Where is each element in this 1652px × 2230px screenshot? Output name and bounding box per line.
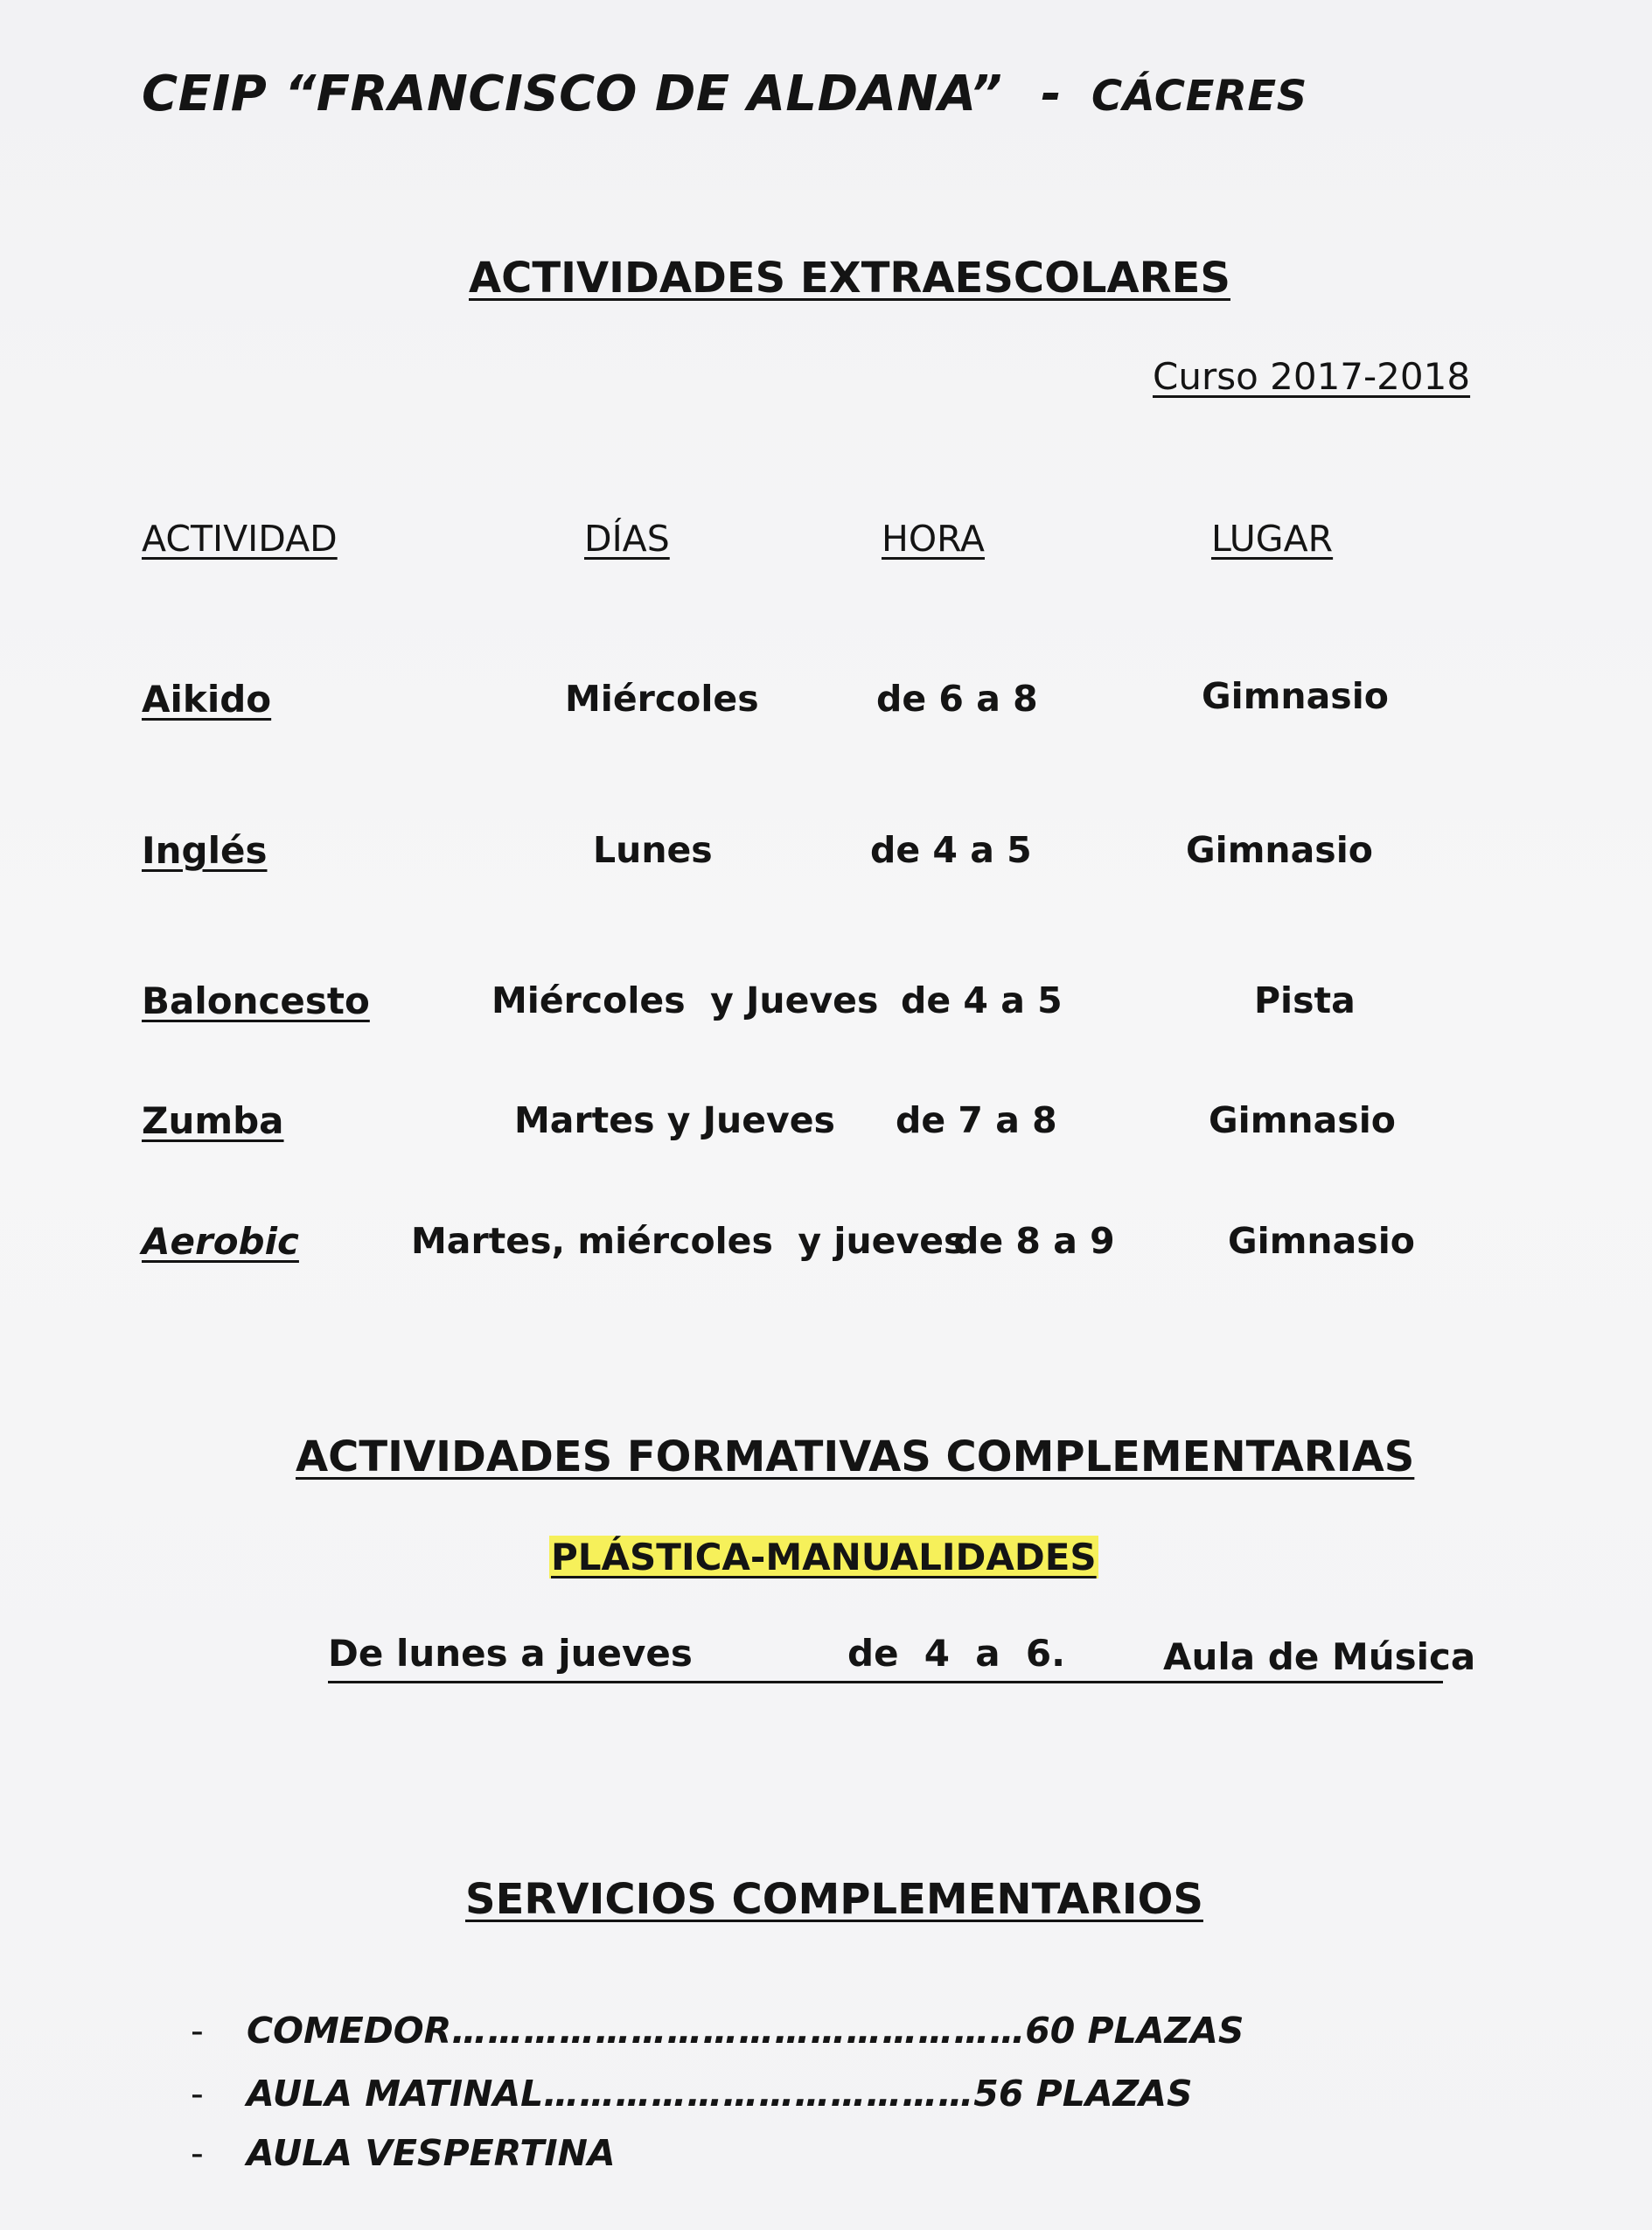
extraescolares-heading: ACTIVIDADES EXTRAESCOLARES <box>469 254 1230 303</box>
column-header-hora: HORA <box>882 518 985 560</box>
school-name: CEIP “FRANCISCO DE ALDANA” <box>142 66 1003 122</box>
column-header-lugar: LUGAR <box>1211 518 1334 560</box>
activity-name-aikido: Aikido <box>142 678 272 721</box>
school-city: CÁCERES <box>1091 72 1307 121</box>
title-separator: - <box>1041 66 1063 122</box>
service-aula-vespertina: AULA VESPERTINA <box>247 2132 616 2174</box>
activity-days-aikido: Miércoles <box>565 678 759 720</box>
column-header-actividad: ACTIVIDAD <box>142 518 338 560</box>
plastica-place: Aula de Música <box>1163 1635 1476 1678</box>
activity-time-ingles: de 4 a 5 <box>870 829 1032 871</box>
activity-name-baloncesto: Baloncesto <box>142 979 370 1022</box>
activity-place-ingles: Gimnasio <box>1186 829 1373 871</box>
activity-place-baloncesto: Pista <box>1254 979 1356 1021</box>
activity-name-aerobic: Aerobic <box>142 1220 299 1263</box>
plastica-days: De lunes a jueves <box>328 1632 693 1675</box>
service-bullet: - <box>191 2010 204 2052</box>
activity-time-aikido: de 6 a 8 <box>876 678 1038 720</box>
activity-name-ingles: Inglés <box>142 829 268 872</box>
activity-days-zumba: Martes y Jueves <box>514 1099 835 1141</box>
service-bullet: - <box>191 2132 204 2174</box>
activity-time-zumba: de 7 a 8 <box>896 1099 1057 1141</box>
plastica-subheading: PLÁSTICA-MANUALIDADES <box>551 1536 1097 1578</box>
formativas-heading: ACTIVIDADES FORMATIVAS COMPLEMENTARIAS <box>296 1432 1415 1481</box>
school-title <box>142 66 1307 122</box>
activity-time-baloncesto: de 4 a 5 <box>901 979 1063 1021</box>
service-bullet: - <box>191 2073 204 2115</box>
activity-place-aerobic: Gimnasio <box>1228 1220 1415 1262</box>
course-year: Curso 2017-2018 <box>1153 355 1471 398</box>
activity-days-ingles: Lunes <box>593 829 713 871</box>
activity-time-aerobic: de 8 a 9 <box>953 1220 1115 1262</box>
activity-days-aerobic: Martes, miércoles y jueves <box>411 1220 965 1262</box>
activity-place-aikido: Gimnasio <box>1202 675 1389 717</box>
activity-days-baloncesto: Miércoles y Jueves <box>491 979 879 1021</box>
activity-place-zumba: Gimnasio <box>1209 1099 1396 1141</box>
plastica-schedule-line <box>328 1632 1476 1683</box>
service-comedor: COMEDOR…………………………………………60 PLAZAS <box>247 2010 1244 2052</box>
activity-name-zumba: Zumba <box>142 1099 284 1142</box>
plastica-time: de 4 a 6. <box>847 1632 1066 1675</box>
column-header-dias: DÍAS <box>584 518 670 560</box>
servicios-heading: SERVICIOS COMPLEMENTARIOS <box>465 1875 1203 1924</box>
service-aula-matinal: AULA MATINAL………………………………56 PLAZAS <box>247 2073 1193 2115</box>
